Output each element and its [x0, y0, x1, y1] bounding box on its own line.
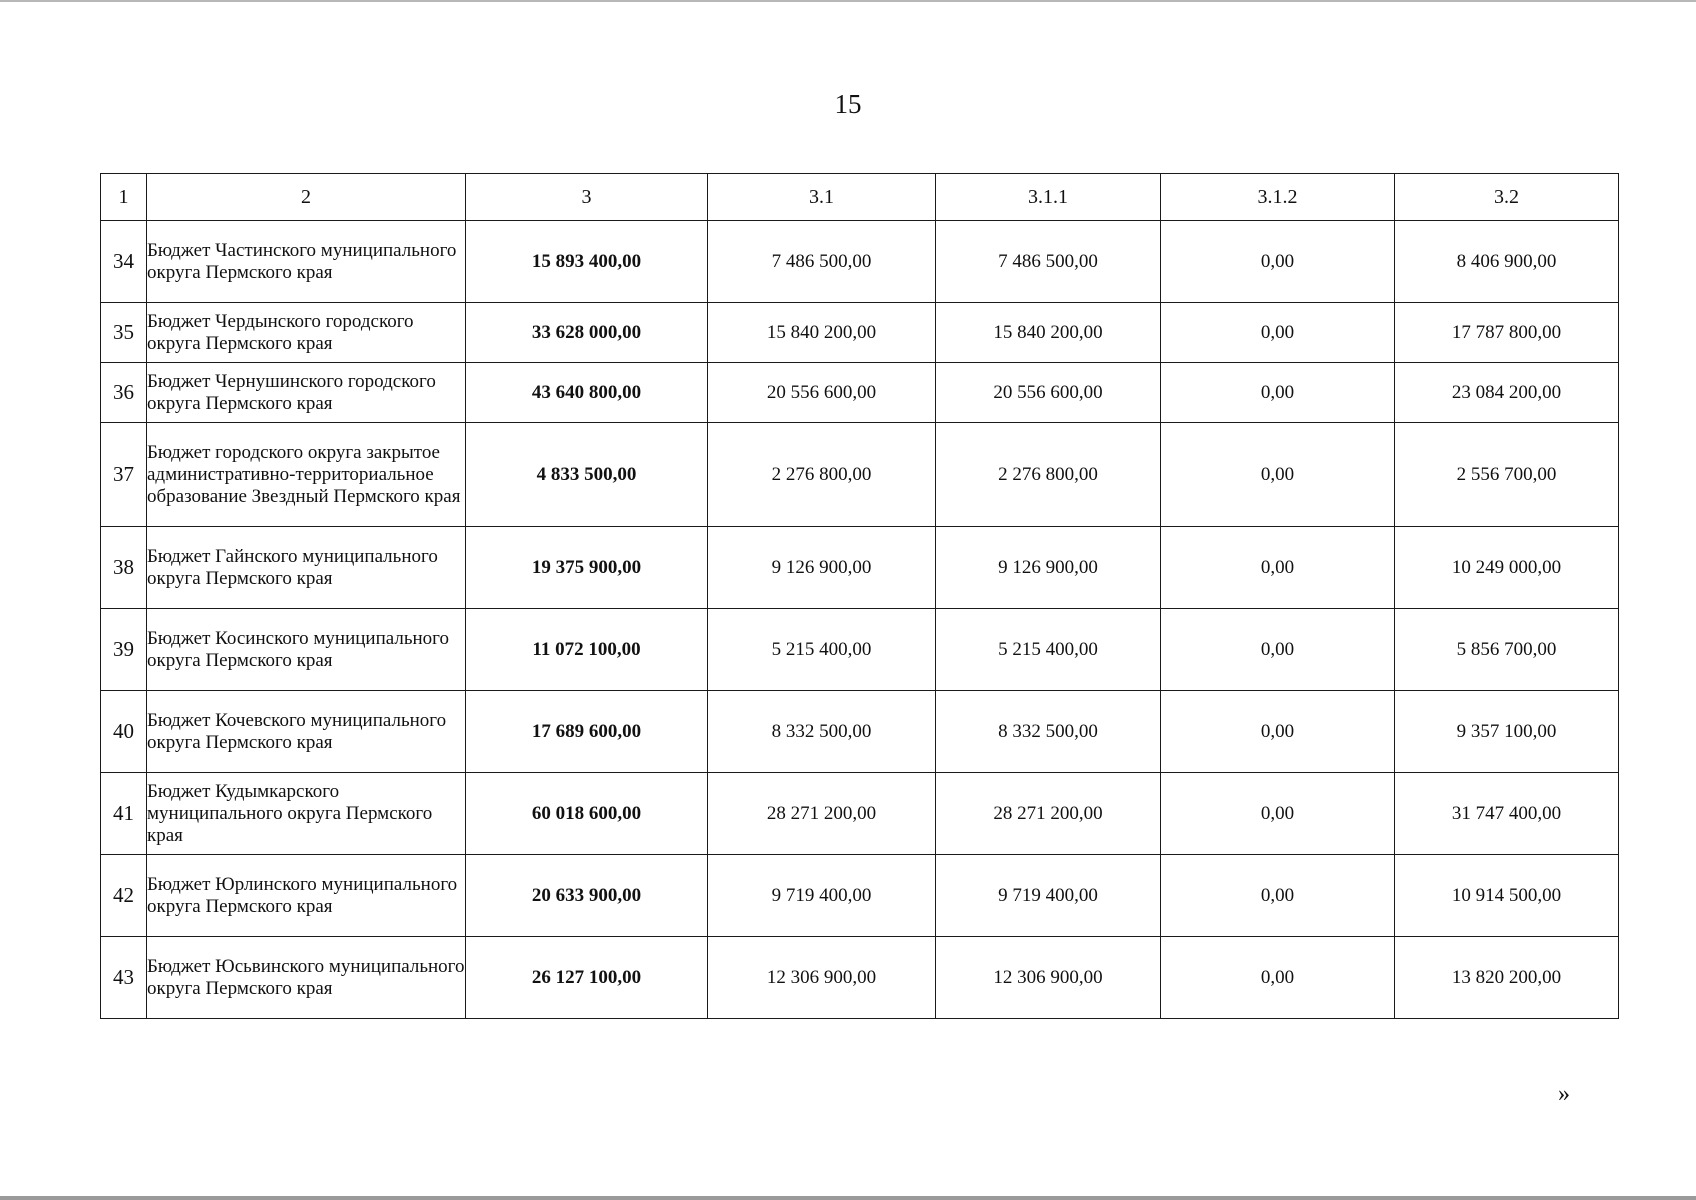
table-row [101, 221, 1619, 303]
table-row [101, 937, 1619, 1019]
amount-3-2: 13 820 200,00 [1395, 937, 1619, 1019]
amount-3-1-1: 5 215 400,00 [936, 609, 1161, 691]
amount-3-1-2: 0,00 [1161, 691, 1395, 773]
amount-3-1-2: 0,00 [1161, 423, 1395, 527]
row-number: 34 [101, 221, 147, 303]
amount-3-1: 20 556 600,00 [708, 363, 936, 423]
amount-3-2: 2 556 700,00 [1395, 423, 1619, 527]
header-row [101, 174, 1619, 221]
total-amount: 20 633 900,00 [466, 855, 708, 937]
amount-3-1: 28 271 200,00 [708, 773, 936, 855]
header-col-2: 2 [147, 174, 466, 221]
amount-3-1: 2 276 800,00 [708, 423, 936, 527]
amount-3-1: 9 719 400,00 [708, 855, 936, 937]
table-row [101, 303, 1619, 363]
table-row [101, 855, 1619, 937]
amount-3-1-2: 0,00 [1161, 609, 1395, 691]
page-number: 15 [834, 89, 862, 119]
budget-name: Бюджет Юрлинского муниципального округа Пермского края [147, 855, 466, 937]
budget-name: Бюджет городского округа закрытое административно-территориальное образование Звездный Пермского края [147, 423, 466, 527]
table-row [101, 609, 1619, 691]
budget-table [100, 173, 1619, 1019]
amount-3-1-1: 15 840 200,00 [936, 303, 1161, 363]
total-amount: 43 640 800,00 [466, 363, 708, 423]
table-row [101, 423, 1619, 527]
amount-3-1-1: 8 332 500,00 [936, 691, 1161, 773]
header-col-3-1-2: 3.1.2 [1161, 174, 1395, 221]
row-number: 37 [101, 423, 147, 527]
amount-3-2: 10 914 500,00 [1395, 855, 1619, 937]
amount-3-1-2: 0,00 [1161, 363, 1395, 423]
scan-bottom-edge [0, 1196, 1696, 1200]
scan-top-edge [0, 0, 1696, 2]
total-amount: 26 127 100,00 [466, 937, 708, 1019]
amount-3-1: 7 486 500,00 [708, 221, 936, 303]
total-amount: 15 893 400,00 [466, 221, 708, 303]
table-row [101, 527, 1619, 609]
budget-name: Бюджет Кудымкарского муниципального округа Пермского края [147, 773, 466, 855]
amount-3-2: 5 856 700,00 [1395, 609, 1619, 691]
amount-3-1-2: 0,00 [1161, 855, 1395, 937]
amount-3-1-2: 0,00 [1161, 303, 1395, 363]
row-number: 38 [101, 527, 147, 609]
amount-3-1-1: 9 719 400,00 [936, 855, 1161, 937]
budget-name: Бюджет Чердынского городского округа Пермского края [147, 303, 466, 363]
header-col-3: 3 [466, 174, 708, 221]
budget-name: Бюджет Юсьвинского муниципального округа Пермского края [147, 937, 466, 1019]
table-row [101, 691, 1619, 773]
total-amount: 11 072 100,00 [466, 609, 708, 691]
amount-3-1-1: 9 126 900,00 [936, 527, 1161, 609]
header-col-1: 1 [101, 174, 147, 221]
amount-3-1-1: 20 556 600,00 [936, 363, 1161, 423]
budget-name: Бюджет Чернушинского городского округа Пермского края [147, 363, 466, 423]
row-number: 43 [101, 937, 147, 1019]
budget-name: Бюджет Частинского муниципального округа Пермского края [147, 221, 466, 303]
amount-3-1: 5 215 400,00 [708, 609, 936, 691]
header-col-3-1-1: 3.1.1 [936, 174, 1161, 221]
total-amount: 17 689 600,00 [466, 691, 708, 773]
table-row [101, 773, 1619, 855]
row-number: 41 [101, 773, 147, 855]
amount-3-2: 8 406 900,00 [1395, 221, 1619, 303]
header-col-3-1: 3.1 [708, 174, 936, 221]
amount-3-1: 12 306 900,00 [708, 937, 936, 1019]
amount-3-1-1: 28 271 200,00 [936, 773, 1161, 855]
amount-3-2: 23 084 200,00 [1395, 363, 1619, 423]
amount-3-1-2: 0,00 [1161, 221, 1395, 303]
amount-3-1-1: 7 486 500,00 [936, 221, 1161, 303]
continuation-mark: » [1558, 1081, 1570, 1107]
amount-3-1: 9 126 900,00 [708, 527, 936, 609]
row-number: 36 [101, 363, 147, 423]
amount-3-1-2: 0,00 [1161, 527, 1395, 609]
amount-3-1: 8 332 500,00 [708, 691, 936, 773]
total-amount: 19 375 900,00 [466, 527, 708, 609]
amount-3-2: 10 249 000,00 [1395, 527, 1619, 609]
table-row [101, 363, 1619, 423]
total-amount: 60 018 600,00 [466, 773, 708, 855]
budget-name: Бюджет Гайнского муниципального округа Пермского края [147, 527, 466, 609]
row-number: 35 [101, 303, 147, 363]
amount-3-1-1: 2 276 800,00 [936, 423, 1161, 527]
amount-3-2: 31 747 400,00 [1395, 773, 1619, 855]
budget-name: Бюджет Кочевского муниципального округа Пермского края [147, 691, 466, 773]
total-amount: 33 628 000,00 [466, 303, 708, 363]
amount-3-1-2: 0,00 [1161, 773, 1395, 855]
amount-3-1-2: 0,00 [1161, 937, 1395, 1019]
amount-3-1-1: 12 306 900,00 [936, 937, 1161, 1019]
total-amount: 4 833 500,00 [466, 423, 708, 527]
amount-3-2: 9 357 100,00 [1395, 691, 1619, 773]
amount-3-2: 17 787 800,00 [1395, 303, 1619, 363]
row-number: 39 [101, 609, 147, 691]
header-col-3-2: 3.2 [1395, 174, 1619, 221]
row-number: 40 [101, 691, 147, 773]
row-number: 42 [101, 855, 147, 937]
budget-name: Бюджет Косинского муниципального округа Пермского края [147, 609, 466, 691]
amount-3-1: 15 840 200,00 [708, 303, 936, 363]
